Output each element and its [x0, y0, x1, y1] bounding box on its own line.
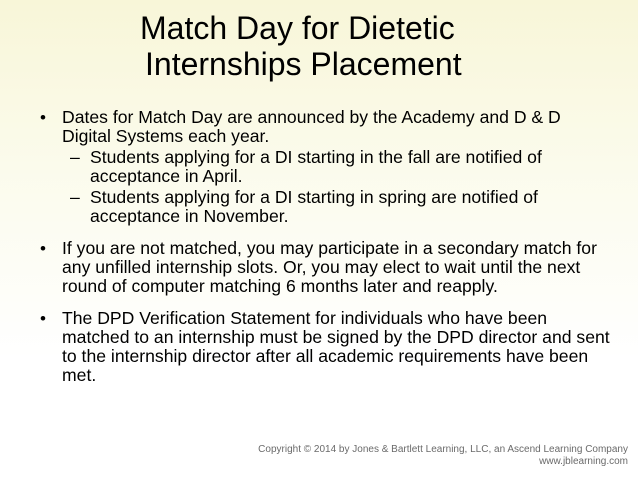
bullet-item-3	[40, 309, 610, 385]
bullet-marker: •	[40, 309, 46, 328]
sub-bullet-item-2	[40, 188, 610, 226]
sub-bullet-marker: –	[70, 187, 80, 207]
bullet-text-1: Dates for Match Day are announced by the Academy and D & D Digital Systems each year.	[62, 107, 561, 146]
sub-bullet-text-2: Students applying for a DI starting in spring are notified of acceptance in November.	[90, 187, 538, 226]
bullet-item-1	[40, 108, 610, 146]
sub-bullet-marker: –	[70, 147, 80, 167]
copyright-text: Copyright © 2014 by Jones & Bartlett Learning, LLC, an Ascend Learning Company	[258, 444, 628, 455]
slide-title	[140, 10, 520, 82]
title-line-1: Match Day for Dietetic	[140, 10, 455, 46]
sub-bullet-item-1	[40, 148, 610, 186]
bullet-text-2: If you are not matched, you may participate in a secondary match for any unfilled internship slots. Or, you may elect to wait until the next round of computer matching 6 months later and reapply.	[62, 238, 597, 296]
bullet-marker: •	[40, 108, 46, 127]
bullet-marker: •	[40, 239, 46, 258]
slide-body	[40, 108, 610, 385]
sub-bullet-text-1: Students applying for a DI starting in the fall are notified of acceptance in April.	[90, 147, 542, 186]
publisher-url: www.jblearning.com	[539, 456, 628, 467]
title-line-2: Internships Placement	[145, 46, 462, 82]
bullet-text-3: The DPD Verification Statement for individuals who have been matched to an internship must be signed by the DPD director and sent to the internship director after all academic requirements have been met.	[62, 308, 610, 385]
bullet-item-2	[40, 239, 610, 296]
slide-footer	[258, 444, 628, 468]
